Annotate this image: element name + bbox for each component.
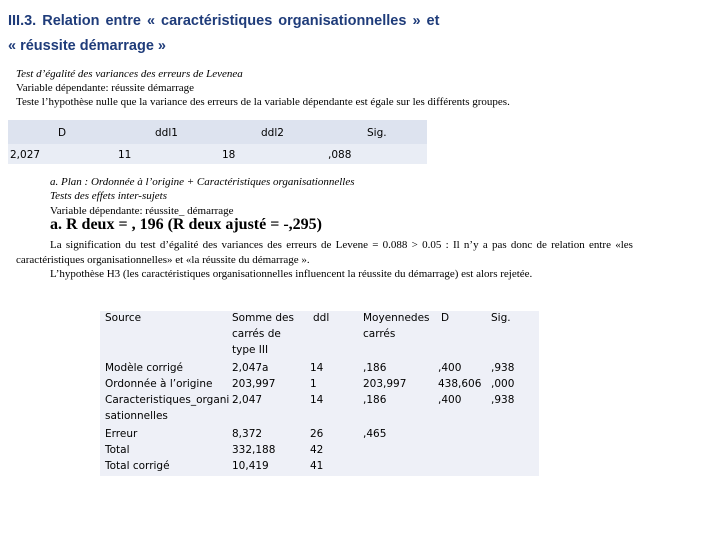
levene-description: Teste l’hypothèse nulle que la variance des erreurs de la variable dépendante est égale sur les différents groupes. [16,96,510,108]
table-row-label: Caracteristiques_organi [105,394,230,406]
anova-header-d: D [441,312,450,324]
table-row-label: Modèle corrigé [105,362,184,374]
anova-source-group1 [105,360,229,424]
table-cell: ,000 [491,378,515,390]
r-squared-note: a. R deux = , 196 (R deux ajusté = -,295) [50,216,323,233]
anova-ddl-group1 [310,360,323,408]
levene-value-d: 2,027 [10,149,41,161]
levene-table-header [8,120,427,144]
paragraph-line-1: La signification du test d’égalité des variances des erreurs de Levene = 0.088 > 0.05 : Il n’y a pas donc de relation entre «les [50,239,633,251]
levene-title: Test d’égalité des variances des erreurs de Levenea [16,68,243,80]
anova-header-ms-line1: Moyennedes [363,312,430,324]
table-cell: ,186 [363,362,387,374]
table-cell: ,938 [491,362,515,374]
table-cell: 203,997 [363,378,407,390]
table-row-label: sationnelles [105,410,168,422]
model-plan-note: a. Plan : Ordonnée à l’origine + Caractéristiques organisationnelles [50,176,355,188]
table-cell: 14 [310,394,324,406]
tests-title: Tests des effets inter-sujets [50,190,168,202]
levene-table-row [8,144,427,164]
table-row-label: Erreur [105,428,138,440]
anova-header-ms [363,310,430,342]
table-cell: 14 [310,362,324,374]
levene-header-sig: Sig. [367,127,387,139]
anova-header-ss-line3: type III [232,344,269,356]
table-cell: ,400 [438,394,462,406]
table-cell: 2,047a [232,362,269,374]
section-heading: III.3. Relation entre « caractéristiques organisationnelles » et [8,13,440,29]
table-cell: ,938 [491,394,515,406]
table-cell: ,465 [363,428,387,440]
anova-header-ss-line1: Somme des [232,312,294,324]
table-row-label: Ordonnée à l’origine [105,378,213,390]
levene-value-ddl2: 18 [222,149,236,161]
anova-ms-group1 [363,360,406,408]
table-cell: 2,047 [232,394,263,406]
anova-ms-group2 [363,426,386,442]
table-row-label: Total corrigé [105,460,170,472]
anova-header-ms-line2: carrés [363,328,396,340]
table-cell: 438,606 [438,378,482,390]
table-cell: 41 [310,460,324,472]
anova-dependent-variable: Variable dépendante: réussite_ démarrage [50,205,234,217]
table-cell: 26 [310,428,324,440]
levene-value-ddl1: 11 [118,149,132,161]
levene-header-ddl1: ddl1 [155,127,178,139]
paragraph-line-2: caractéristiques organisationnelles» et «la réussite du démarrage ». [16,254,310,266]
anova-source-group2 [105,426,170,474]
anova-header-ss-line2: carrés de [232,328,281,340]
anova-sig-group1 [491,360,514,408]
levene-value-sig: ,088 [328,149,352,161]
table-cell: ,186 [363,394,387,406]
section-heading-continued: « réussite démarrage » [8,38,166,54]
levene-dependent-variable: Variable dépendante: réussite démarrage [16,82,195,94]
table-cell: ,400 [438,362,462,374]
anova-header-ddl: ddl [313,312,330,324]
anova-header-ss [232,310,294,358]
table-cell: 8,372 [232,428,263,440]
table-cell: 1 [310,378,317,390]
table-cell: 203,997 [232,378,276,390]
levene-header-d: D [58,127,67,139]
anova-ss-group2 [232,426,275,474]
table-row-label: Total [105,444,130,456]
table-cell: 42 [310,444,324,456]
table-cell: 10,419 [232,460,269,472]
anova-header-source: Source [105,312,142,324]
table-cell: 332,188 [232,444,276,456]
anova-d-group1 [438,360,481,408]
levene-header-ddl2: ddl2 [261,127,284,139]
anova-header-sig: Sig. [491,312,511,324]
anova-ss-group1 [232,360,275,408]
paragraph-line-3: L’hypothèse H3 (les caractéristiques organisationnelles influencent la réussite du démarrage) est alors rejetée. [50,268,533,280]
anova-ddl-group2 [310,426,323,474]
